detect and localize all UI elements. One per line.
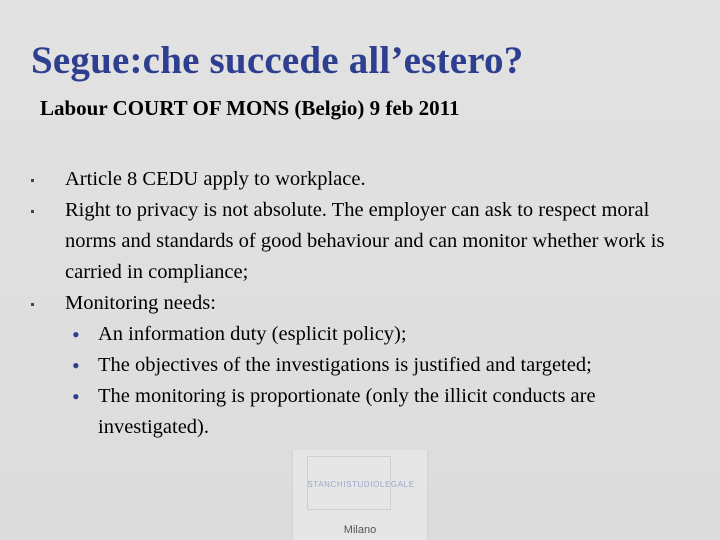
sub-bullet-text: The monitoring is proportionate (only the illicit conducts are investigated). — [98, 385, 596, 438]
law-firm-logo — [292, 450, 428, 540]
bullet-item: Right to privacy is not absolute. The employer can ask to respect moral norms and standards of good behaviour and can monitor whether work is carried in compliance; — [28, 195, 698, 288]
sub-bullet-item — [28, 350, 698, 381]
bullet-list — [28, 164, 698, 443]
bullet-dot-icon: • — [72, 353, 80, 378]
bullet-item: Monitoring needs: — [28, 288, 698, 319]
slide-subtitle: Labour COURT OF MONS (Belgio) 9 feb 2011 — [40, 96, 460, 120]
sub-bullet-item — [28, 319, 698, 350]
logo-text: STANCHISTUDIOLEGALE — [307, 480, 415, 489]
sub-bullet-text: The objectives of the investigations is justified and targeted; — [98, 354, 592, 376]
sub-bullet-text: An information duty (esplicit policy); — [98, 323, 407, 345]
bullet-dot-icon: • — [72, 384, 80, 409]
bullet-item: Article 8 CEDU apply to workplace. — [28, 164, 698, 195]
bullet-dot-icon: • — [72, 322, 80, 347]
slide-title: Segue:che succede all’estero? — [31, 39, 524, 82]
logo-city: Milano — [343, 524, 377, 536]
sub-bullet-item — [28, 381, 698, 443]
